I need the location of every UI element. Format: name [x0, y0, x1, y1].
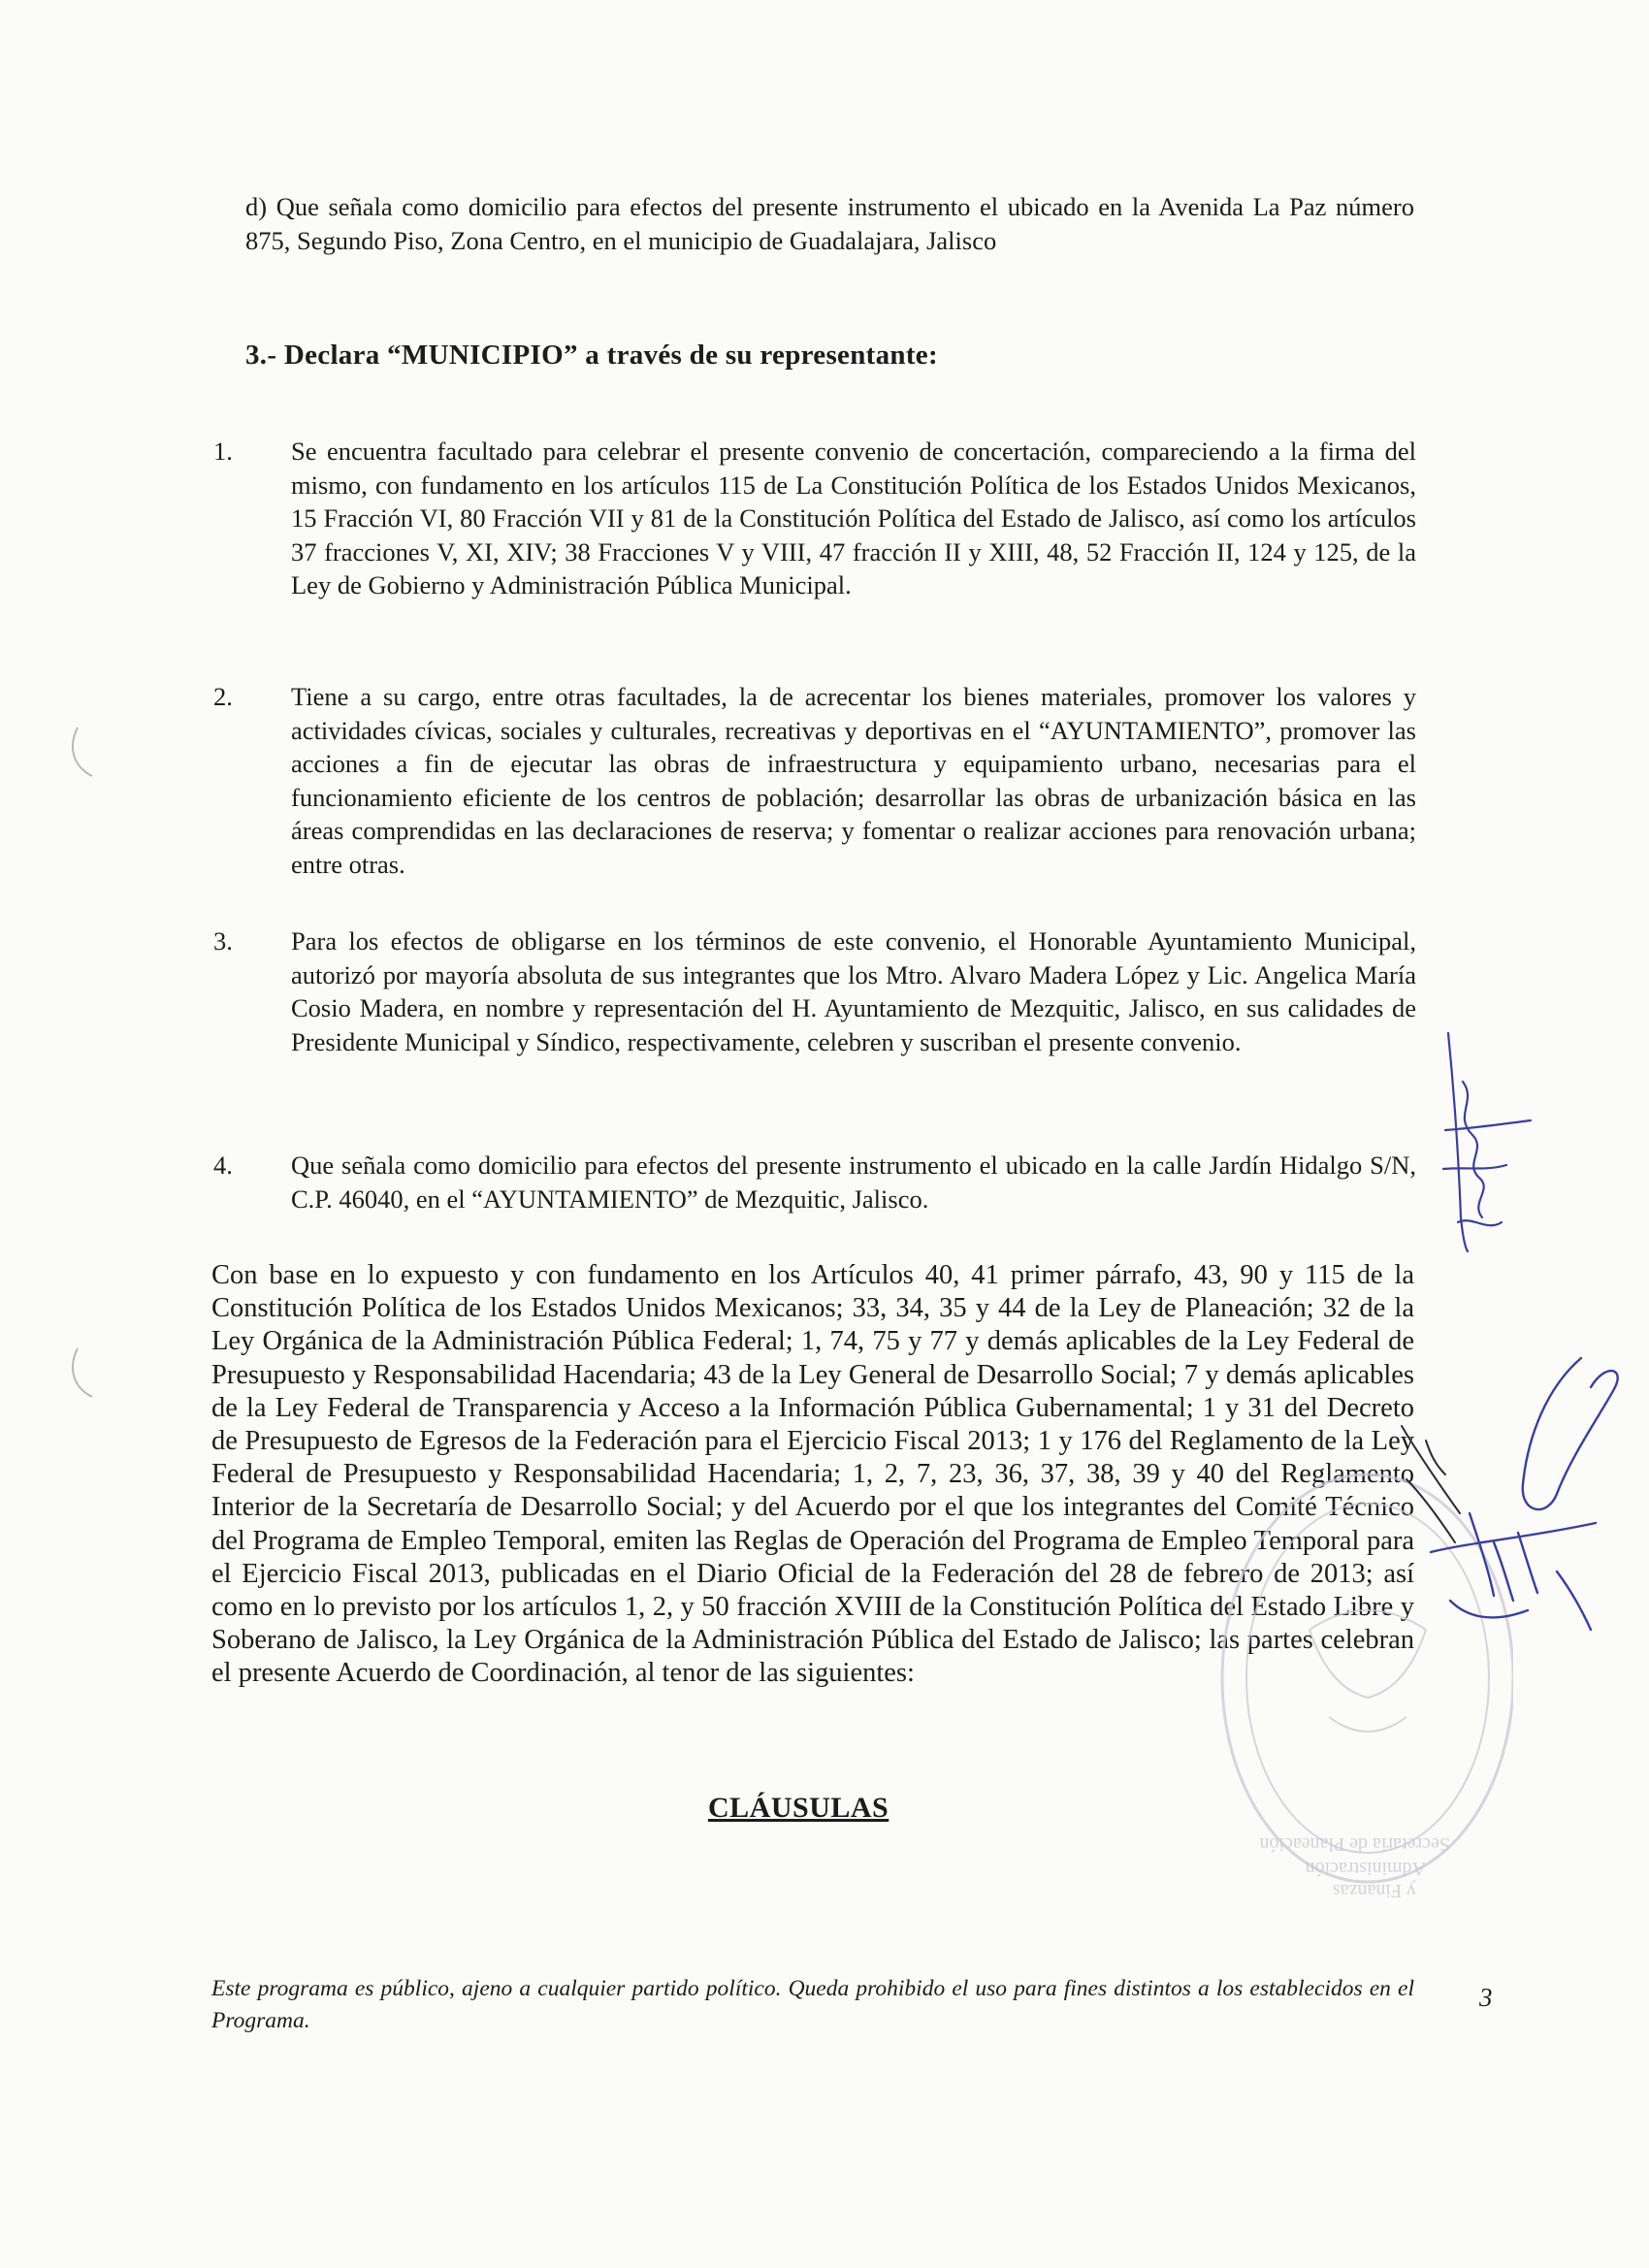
declaration-number: 1. [213, 437, 233, 466]
legal-basis-paragraph: Con base en lo expuesto y con fundamento en los Artículos 40, 41 primer párrafo, 43, 90 y 115 de la Constitución Política de los Estados Unidos Mexicanos; 33, 34, 35 y 44 de la Ley de Planeación; 32 de la Ley Orgánica de la Administración Pública Federal; 1, 74, 75 y 77 y demás aplicables de la Ley Federal de Presupuesto y Responsabilidad Hacendaria; 43 de la Ley General de Desarrollo Social; 7 y demás aplicables de la Ley Federal de Transparencia y Acceso a la Información Pública Gubernamental; 1 y 31 del Decreto de Presupuesto de Egresos de la Federación para el Ejercicio Fiscal 2013; 1 y 176 del Reglamento de la Ley Federal de Presupuesto y Responsabilidad Hacendaria; 1, 2, 7, 23, 36, 37, 38, 39 y 40 del Reglamento Interior de la Secretaría de Desarrollo Social; y del Acuerdo por el que los integrantes del Comité Técnico del Programa de Empleo Temporal, emiten las Reglas de Operación del Programa de Empleo Temporal para el Ejercicio Fiscal 2013, publicadas en el Diario Oficial de la Federación del 28 de febrero de 2013; así como en lo previsto por los artículos 1, 2, y 50 fracción XVIII de la Constitución Política del Estado Libre y Soberano de Jalisco, la Ley Orgánica de la Administración Pública del Estado de Jalisco; las partes celebran el presente Acuerdo de Coordinación, al tenor de las siguientes: [211, 1260, 1414, 1689]
footer-disclaimer: Este programa es público, ajeno a cualquier partido político. Queda prohibido el uso para fines distintos a los establecidos en el Programa. [211, 1975, 1414, 2033]
declaration-number: 3. [213, 926, 233, 956]
declaration-text: Tiene a su cargo, entre otras facultades, la de acrecentar los bienes materiales, promover los valores y actividades cívicas, sociales y culturales, recreativas y deportivas en el “AYUNTAMIENTO”, promover las acciones a fin de ejecutar las obras de infraestructura y equipamiento urbano, necesarias para el funcionamiento eficiente de los centros de población; desarrollar las obras de urbanización básica en las áreas comprendidas en las declaraciones de reserva; y fomentar o realizar acciones para renovación urbana; entre otras. [291, 682, 1416, 879]
declaration-item [213, 435, 1416, 602]
declaration-text: Para los efectos de obligarse en los términos de este convenio, el Honorable Ayuntamiento Municipal, autorizó por mayoría absoluta de sus integrantes que los Mtro. Alvaro Madera López y Lic. Angelica María Cosio Madera, en nombre y representación del H. Ayuntamiento de Mezquitic, Jalisco, en sus calidades de Presidente Municipal y Síndico, respectivamente, celebren y suscriban el presente convenio. [291, 926, 1416, 1056]
svg-text:y Finanzas: y Finanzas [1332, 1880, 1416, 1901]
intro-paragraph-d: d) Que señala como domicilio para efectos del presente instrumento el ubicado en la Avenida La Paz número 875, Segundo Piso, Zona Centro, en el municipio de Guadalajara, Jalisco [245, 192, 1414, 255]
declaration-text: Que señala como domicilio para efectos del presente instrumento el ubicado en la calle Jardín Hidalgo S/N, C.P. 46040, en el “AYUNTAMIENTO” de Mezquitic, Jalisco. [291, 1150, 1416, 1214]
page-number: 3 [1479, 1983, 1493, 2012]
scan-mark [58, 1344, 97, 1402]
declaration-text: Se encuentra facultado para celebrar el presente convenio de concertación, compareciendo a la firma del mismo, con fundamento en los artículos 115 de La Constitución Política de los Estados Unidos Mexicanos, 15 Fracción VI, 80 Fracción VII y 81 de la Constitución Política del Estado de Jalisco, así como los artículos 37 fracciones V, XI, XIV; 38 Fracciones V y VIII, 47 fracción II y XIII, 48, 52 Fracción II, 124 y 125, de la Ley de Gobierno y Administración Pública Municipal. [291, 437, 1416, 599]
scan-mark [58, 723, 97, 781]
signature-mark [1411, 1348, 1634, 1639]
declaration-item [213, 924, 1416, 1058]
declaration-number: 2. [213, 682, 233, 711]
declaration-number: 4. [213, 1150, 233, 1180]
declaration-item [213, 680, 1416, 881]
signature-mark [1434, 1023, 1540, 1256]
svg-text:Administración: Administración [1305, 1858, 1426, 1879]
clausulas-heading: CLÁUSULAS [708, 1792, 889, 1824]
svg-text:Secretaría de Planeación: Secretaría de Planeación [1259, 1833, 1450, 1855]
declaration-item [213, 1149, 1416, 1215]
section-heading: 3.- Declara “MUNICIPIO” a través de su representante: [245, 340, 938, 371]
